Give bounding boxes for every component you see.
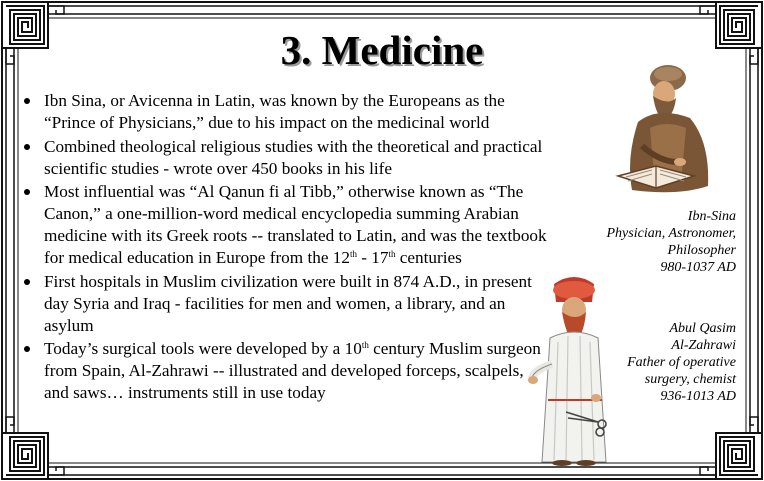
slide-title: 3. Medicine xyxy=(280,27,484,73)
ibn-sina-portrait xyxy=(598,62,722,202)
bullet-item xyxy=(20,338,550,404)
bullet-dot-icon xyxy=(24,279,30,285)
bullet-text: First hospitals in Muslim civilization were built in 874 A.D., in present day Syria and Iraq - facilities for men and women, a library, and an asylum xyxy=(44,271,532,335)
bullet-list xyxy=(20,90,550,406)
caption-line: surgery, chemist xyxy=(644,372,736,387)
bullet-text: Most influential was “Al Qanun fi al Tibb,” otherwise known as “The Canon,” a one-million-word medical encyclopedia summing Arabian medicine with its Greek roots -- translated to Latin, and was the textbook for medical education in Europe from the 12 xyxy=(44,182,547,267)
caption-line: 980-1037 AD xyxy=(660,260,736,275)
bullet-dot-icon xyxy=(24,346,30,352)
superscript-text: th xyxy=(349,249,357,259)
caption-line: Abul Qasim xyxy=(669,321,736,336)
ibn-sina-caption xyxy=(607,208,737,276)
bullet-text: Today’s surgical tools were developed by a 10 xyxy=(44,339,362,358)
bullet-dot-icon xyxy=(24,144,30,150)
bullet-item xyxy=(20,90,550,134)
al-zahrawi-portrait xyxy=(528,272,620,468)
bullet-text: centuries xyxy=(395,248,462,267)
bullet-text: century Muslim surgeon from Spain, Al-Zahrawi -- illustrated and developed forceps, scalpels, and saws… instruments still in use today xyxy=(44,339,541,402)
superscript-text: th xyxy=(388,249,396,259)
bullet-dot-icon xyxy=(24,98,30,104)
bullet-item xyxy=(20,136,550,180)
superscript-text: th xyxy=(361,340,369,350)
al-zahrawi-caption xyxy=(627,320,736,405)
corner-ornament-bottom-right xyxy=(716,433,762,479)
caption-line: Physician, Astronomer, xyxy=(606,226,736,241)
bullet-text: Ibn Sina, or Avicenna in Latin, was known by the Europeans as the “Prince of Physicians,” due to his impact on the medicinal world xyxy=(44,91,505,132)
caption-line: Al-Zahrawi xyxy=(671,338,736,353)
caption-line: Father of operative xyxy=(627,355,736,370)
caption-line: 936-1013 AD xyxy=(660,389,736,404)
bullet-text: Combined theological religious studies with the theoretical and practical scientific studies - wrote over 450 books in his life xyxy=(44,136,543,178)
bullet-dot-icon xyxy=(24,189,30,195)
caption-line: Philosopher xyxy=(667,243,736,258)
bullet-item xyxy=(20,271,550,337)
corner-ornament-bottom-left xyxy=(2,433,48,479)
caption-line: Ibn-Sina xyxy=(687,209,736,224)
bullet-text: - 17 xyxy=(356,248,389,267)
bullet-item xyxy=(20,181,550,269)
